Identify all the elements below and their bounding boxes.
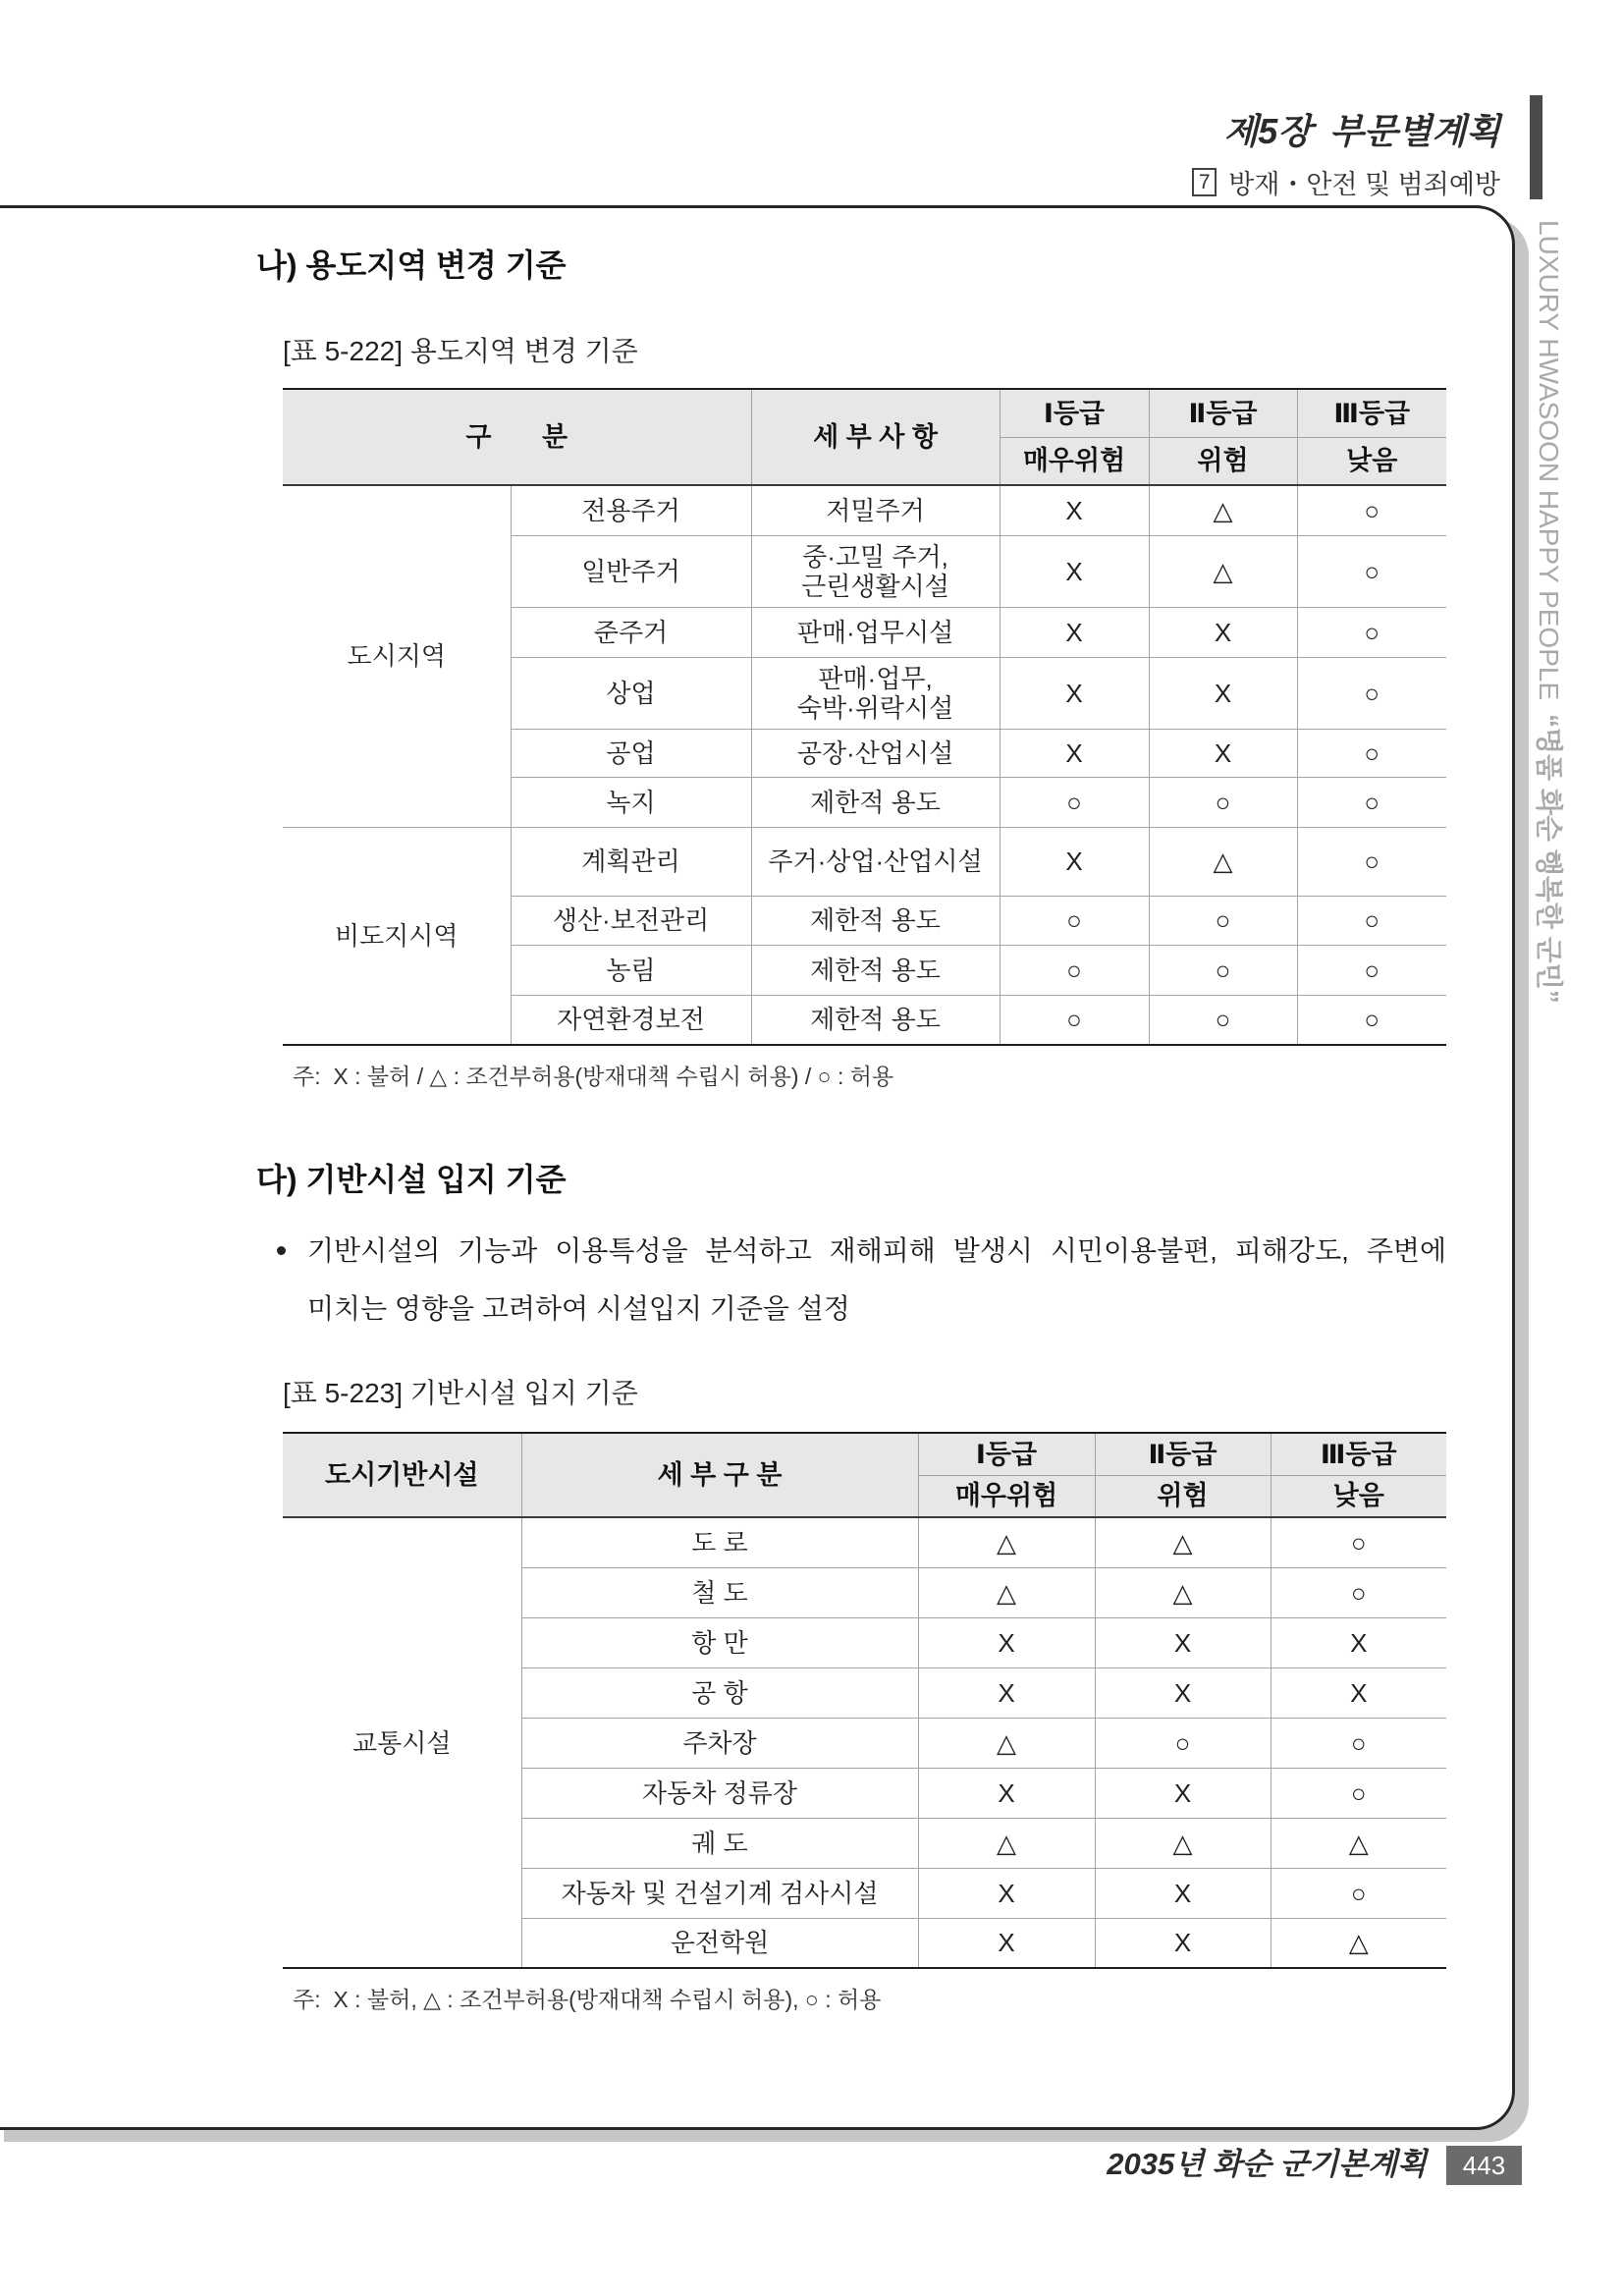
grade-2-level-cell: △: [1095, 1818, 1271, 1868]
detail-cell: 중·고밀 주거, 근린생활시설: [751, 535, 1000, 607]
table-body: [283, 1517, 1446, 1968]
detail-cell: 주차장: [521, 1718, 918, 1768]
table-body: [283, 485, 1446, 1045]
header-grade-2: Ⅱ등급: [1149, 389, 1297, 437]
section-title: 방재・안전 및 범죄예방: [1228, 169, 1500, 199]
grade-1-level-cell: X: [918, 1918, 1095, 1968]
paragraph-line: 기반시설의 기능과 이용특성을 분석하고 재해피해 발생시 시민이용불편, 피해강도, 주변에: [307, 1235, 1446, 1266]
grade-2-level-cell: △: [1095, 1567, 1271, 1617]
page-number: 443: [1446, 2146, 1522, 2185]
grade-1-level-cell: X: [1000, 729, 1149, 777]
detail-cell: 제한적 용도: [751, 945, 1000, 995]
grade-1-level-cell: ○: [1000, 995, 1149, 1045]
header-risk-1: 매우위험: [918, 1475, 1095, 1517]
detail-cell: 운전학원: [521, 1918, 918, 1968]
grade-2-level-cell: ○: [1149, 896, 1297, 945]
header-grade-1: Ⅰ등급: [918, 1433, 1095, 1475]
header-detail: 세 부 사 항: [751, 389, 1000, 485]
footer-plan-title: 2035년 화순 군기본계획: [1107, 2147, 1427, 2181]
table-header-row: [283, 389, 1446, 437]
zone-type-cell: 상업: [511, 657, 751, 729]
zone-type-cell: 일반주거: [511, 535, 751, 607]
table-header-row: [283, 1433, 1446, 1475]
header-risk-2: 위험: [1095, 1475, 1271, 1517]
table-row: [283, 485, 1446, 535]
grade-1-level-cell: ○: [1000, 945, 1149, 995]
grade-2-level-cell: X: [1095, 1918, 1271, 1968]
grade-3-level-cell: △: [1271, 1918, 1446, 1968]
header-risk-1: 매우위험: [1000, 437, 1149, 485]
grade-1-level-cell: △: [918, 1567, 1095, 1617]
grade-3-level-cell: ○: [1297, 607, 1446, 657]
header-category: 도시기반시설: [283, 1433, 521, 1517]
detail-cell: 판매·업무, 숙박·위락시설: [751, 657, 1000, 729]
table-row: [283, 1517, 1446, 1567]
detail-cell: 공 항: [521, 1667, 918, 1718]
grade-2-level-cell: ○: [1149, 945, 1297, 995]
grade-3-level-cell: ○: [1297, 995, 1446, 1045]
row-group-label: 교통시설: [283, 1517, 521, 1968]
detail-cell: 철 도: [521, 1567, 918, 1617]
grade-1-level-cell: X: [918, 1667, 1095, 1718]
grade-1-level-cell: X: [1000, 827, 1149, 896]
grade-2-level-cell: △: [1149, 535, 1297, 607]
zone-type-cell: 자연환경보전: [511, 995, 751, 1045]
table-note-infra: 주: X : 불허, △ : 조건부허용(방재대책 수립시 허용), ○ : 허용: [293, 1987, 882, 2012]
detail-cell: 제한적 용도: [751, 777, 1000, 827]
zone-type-cell: 준주거: [511, 607, 751, 657]
header-risk-3: 낮음: [1271, 1475, 1446, 1517]
table-header: [283, 1433, 1446, 1517]
grade-1-level-cell: X: [1000, 485, 1149, 535]
side-banner: [1533, 220, 1564, 1004]
bullet-icon: [277, 1246, 286, 1255]
zone-type-cell: 녹지: [511, 777, 751, 827]
chapter-marker-bar: [1530, 95, 1542, 199]
detail-cell: 궤 도: [521, 1818, 918, 1868]
grade-3-level-cell: ○: [1271, 1718, 1446, 1768]
header-risk-3: 낮음: [1297, 437, 1446, 485]
grade-2-level-cell: ○: [1149, 995, 1297, 1045]
table-note-landuse: 주: X : 불허 / △ : 조건부허용(방재대책 수립시 허용) / ○ : 허용: [293, 1064, 894, 1089]
grade-1-level-cell: ○: [1000, 896, 1149, 945]
grade-2-level-cell: X: [1149, 729, 1297, 777]
grade-2-level-cell: △: [1149, 827, 1297, 896]
grade-3-level-cell: ○: [1297, 657, 1446, 729]
header-grade-1: Ⅰ등급: [1000, 389, 1149, 437]
zone-type-cell: 공업: [511, 729, 751, 777]
grade-3-level-cell: ○: [1297, 729, 1446, 777]
grade-1-level-cell: X: [918, 1868, 1095, 1918]
detail-cell: 항 만: [521, 1617, 918, 1667]
grade-2-level-cell: ○: [1149, 777, 1297, 827]
grade-3-level-cell: ○: [1297, 777, 1446, 827]
detail-cell: 제한적 용도: [751, 896, 1000, 945]
zone-type-cell: 농림: [511, 945, 751, 995]
detail-cell: 저밀주거: [751, 485, 1000, 535]
grade-2-level-cell: X: [1095, 1768, 1271, 1818]
header-grade-3: Ⅲ등급: [1297, 389, 1446, 437]
grade-3-level-cell: ○: [1271, 1768, 1446, 1818]
grade-1-level-cell: △: [918, 1818, 1095, 1868]
grade-1-level-cell: X: [918, 1768, 1095, 1818]
grade-2-level-cell: X: [1095, 1667, 1271, 1718]
table-header: [283, 389, 1446, 485]
table-caption-landuse: [표 5-222] 용도지역 변경 기준: [283, 336, 638, 366]
grade-3-level-cell: ○: [1297, 945, 1446, 995]
header-category: 구 분: [283, 389, 751, 485]
zone-type-cell: 계획관리: [511, 827, 751, 896]
grade-1-level-cell: ○: [1000, 777, 1149, 827]
header-detail: 세 부 구 분: [521, 1433, 918, 1517]
grade-2-level-cell: X: [1095, 1868, 1271, 1918]
grade-2-level-cell: △: [1149, 485, 1297, 535]
detail-cell: 제한적 용도: [751, 995, 1000, 1045]
grade-3-level-cell: ○: [1271, 1868, 1446, 1918]
grade-3-level-cell: △: [1271, 1818, 1446, 1868]
detail-cell: 판매·업무시설: [751, 607, 1000, 657]
detail-cell: 자동차 정류장: [521, 1768, 918, 1818]
section-heading-infra: 다) 기반시설 입지 기준: [256, 1162, 567, 1197]
grade-3-level-cell: ○: [1297, 896, 1446, 945]
grade-3-level-cell: X: [1271, 1617, 1446, 1667]
row-group-label: 도시지역: [283, 485, 511, 827]
header-grade-2: Ⅱ등급: [1095, 1433, 1271, 1475]
header-grade-3: Ⅲ등급: [1271, 1433, 1446, 1475]
grade-3-level-cell: ○: [1271, 1567, 1446, 1617]
detail-cell: 도 로: [521, 1517, 918, 1567]
table-caption-infra: [표 5-223] 기반시설 입지 기준: [283, 1378, 638, 1408]
side-banner-korean: “명품 화순 행복한 군민”: [1534, 714, 1564, 1004]
detail-cell: 주거·상업·산업시설: [751, 827, 1000, 896]
zone-type-cell: 생산·보전관리: [511, 896, 751, 945]
infrastructure-siting-table: [283, 1432, 1446, 1969]
grade-2-level-cell: △: [1095, 1517, 1271, 1567]
section-number-badge: 7: [1192, 168, 1217, 196]
detail-cell: 자동차 및 건설기계 검사시설: [521, 1868, 918, 1918]
section-heading-landuse: 나) 용도지역 변경 기준: [256, 247, 567, 283]
side-banner-english: LUXURY HWASOON HAPPY PEOPLE: [1534, 220, 1564, 701]
chapter-title: 제5장 부문별계획: [1223, 111, 1500, 151]
section-line: [1192, 164, 1500, 199]
paragraph-line: 미치는 영향을 고려하여 시설입지 기준을 설정: [307, 1293, 850, 1324]
grade-3-level-cell: X: [1271, 1667, 1446, 1718]
header-risk-2: 위험: [1149, 437, 1297, 485]
grade-3-level-cell: ○: [1271, 1517, 1446, 1567]
grade-1-level-cell: △: [918, 1517, 1095, 1567]
grade-3-level-cell: ○: [1297, 827, 1446, 896]
grade-3-level-cell: ○: [1297, 485, 1446, 535]
grade-2-level-cell: X: [1149, 607, 1297, 657]
grade-2-level-cell: X: [1149, 657, 1297, 729]
grade-3-level-cell: ○: [1297, 535, 1446, 607]
row-group-label: 비도지시역: [283, 827, 511, 1045]
zone-type-cell: 전용주거: [511, 485, 751, 535]
grade-1-level-cell: X: [1000, 535, 1149, 607]
detail-cell: 공장·산업시설: [751, 729, 1000, 777]
grade-1-level-cell: X: [1000, 657, 1149, 729]
grade-1-level-cell: X: [918, 1617, 1095, 1667]
grade-2-level-cell: X: [1095, 1617, 1271, 1667]
grade-1-level-cell: X: [1000, 607, 1149, 657]
table-row: [283, 827, 1446, 896]
grade-1-level-cell: △: [918, 1718, 1095, 1768]
grade-2-level-cell: ○: [1095, 1718, 1271, 1768]
landuse-change-table: [283, 388, 1446, 1046]
